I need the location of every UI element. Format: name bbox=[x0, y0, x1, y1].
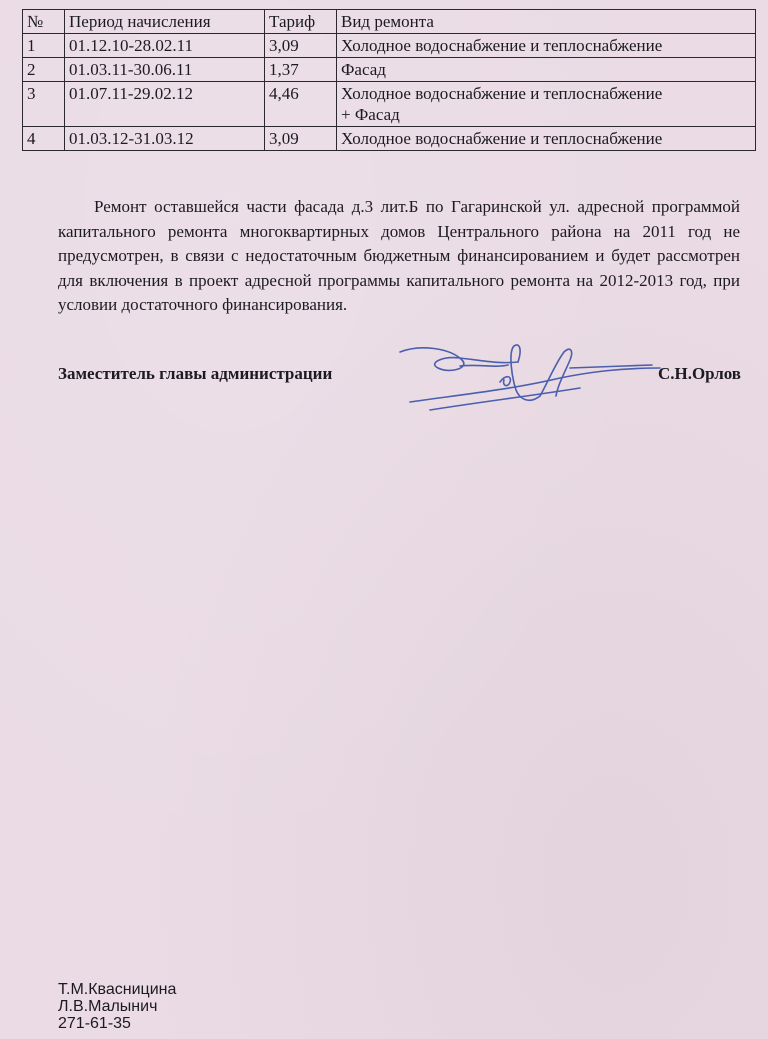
signatory-position: Заместитель главы администрации bbox=[58, 364, 333, 383]
table-row bbox=[23, 127, 756, 151]
tariff-table bbox=[22, 9, 756, 151]
executor-name-1: Т.М.Квасницина bbox=[58, 981, 177, 998]
row-tariff: 3,09 bbox=[265, 34, 337, 58]
row-tariff: 1,37 bbox=[265, 58, 337, 82]
row-number: 2 bbox=[23, 58, 65, 82]
row-number: 1 bbox=[23, 34, 65, 58]
signatory-name: С.Н.Орлов bbox=[657, 364, 741, 383]
executor-name-2: Л.В.Малынич bbox=[58, 998, 158, 1015]
col-header-tariff: Тариф bbox=[265, 10, 337, 34]
executor-contacts bbox=[58, 981, 176, 1032]
table-row bbox=[23, 82, 756, 127]
table-row bbox=[23, 58, 756, 82]
col-header-kind: Вид ремонта bbox=[337, 10, 756, 34]
row-tariff: 4,46 bbox=[265, 82, 337, 127]
table-row bbox=[23, 34, 756, 58]
row-number: 4 bbox=[23, 127, 65, 151]
handwritten-signature-icon bbox=[390, 338, 680, 418]
row-number: 3 bbox=[23, 82, 65, 127]
col-header-period: Период начисления bbox=[65, 10, 265, 34]
row-period: 01.03.11-30.06.11 bbox=[65, 58, 265, 82]
row-repair-kind: Холодное водоснабжение и теплоснабжение + Фасад bbox=[337, 82, 756, 127]
executor-phone: 271-61-35 bbox=[58, 1015, 131, 1032]
row-repair-kind: Холодное водоснабжение и теплоснабжение bbox=[337, 127, 756, 151]
row-period: 01.07.11-29.02.12 bbox=[65, 82, 265, 127]
row-period: 01.03.12-31.03.12 bbox=[65, 127, 265, 151]
row-tariff: 3,09 bbox=[265, 127, 337, 151]
row-period: 01.12.10-28.02.11 bbox=[65, 34, 265, 58]
row-repair-kind: Холодное водоснабжение и теплоснабжение bbox=[337, 34, 756, 58]
body-paragraph: Ремонт оставшейся части фасада д.3 лит.Б по Гагаринской ул. адресной программой капитального ремонта многоквартирных домов Центрального района на 2011 год не предусмотрен, в связи с недостаточным бюджетным финансированием и будет рассмотрен для включения в проект адресной программы капитального ремонта на 2012-2013 год, при условии достаточного финансирования. bbox=[58, 197, 740, 314]
col-header-number: № bbox=[23, 10, 65, 34]
row-repair-kind: Фасад bbox=[337, 58, 756, 82]
table-header-row bbox=[23, 10, 756, 34]
